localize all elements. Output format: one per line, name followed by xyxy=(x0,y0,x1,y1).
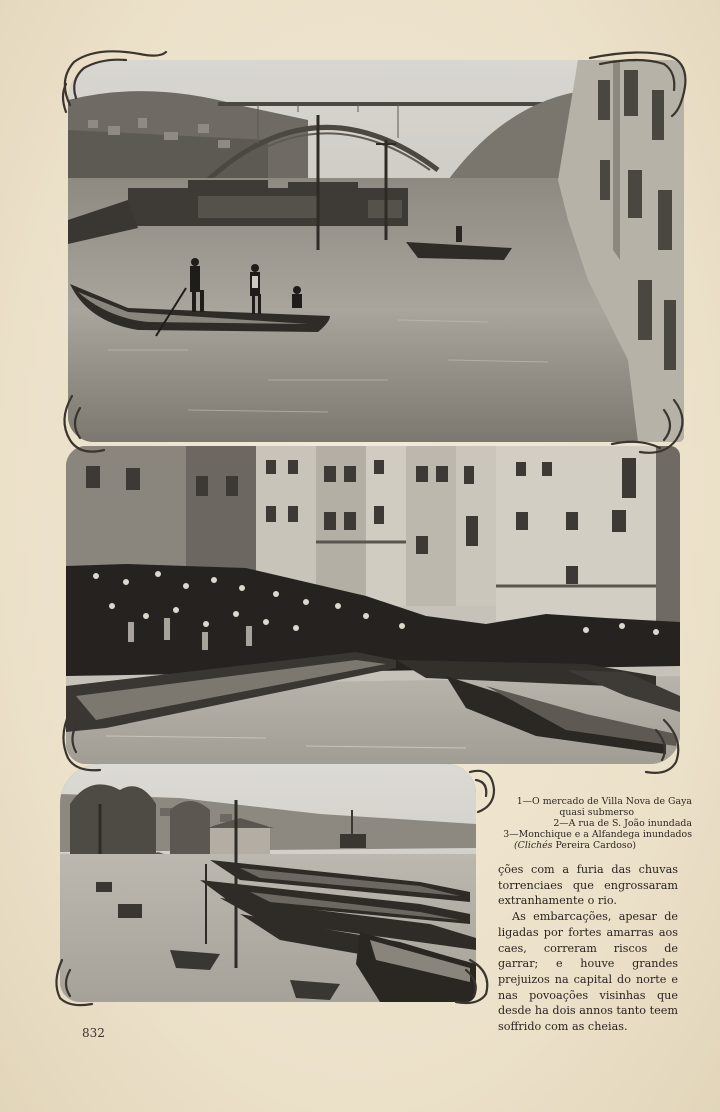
photo-1-graphic xyxy=(68,60,684,442)
article-paragraph-2: As embarcações, apesar de ligadas por fortes amarras aos caes, correram riscos de garrar; e houve grandes prejuizos na capital do norte e nas povoações visinhas que desde ha dois annos tanto teem soffrido com as cheias. xyxy=(498,910,678,1034)
credit-name: Pereira Cardoso) xyxy=(555,840,636,851)
credit-prefix: (Clichés xyxy=(514,840,553,851)
photo-rua-sao-joao xyxy=(66,446,680,764)
photo-monchique-alfandega xyxy=(60,764,476,1002)
photo-villa-nova-market xyxy=(68,60,684,442)
article-paragraph-1: ções com a furia das chuvas torrenciaes que engrossaram extranhamente o rio. xyxy=(498,863,678,908)
caption-line-4: 3—Monchique e a Alfandega inundados xyxy=(503,829,692,840)
caption-line-1: 1—O mercado de Villa Nova de Gaya xyxy=(516,796,692,807)
photo-captions xyxy=(486,796,692,851)
caption-line-3: 2—A rua de S. João inundada xyxy=(553,818,692,829)
page-number: 832 xyxy=(82,1026,105,1040)
caption-credit xyxy=(486,840,692,851)
photo-3-graphic xyxy=(60,764,476,1002)
caption-line-2: quasi submerso xyxy=(559,807,634,818)
photo-2-graphic xyxy=(66,446,680,764)
article-text xyxy=(498,862,678,1035)
